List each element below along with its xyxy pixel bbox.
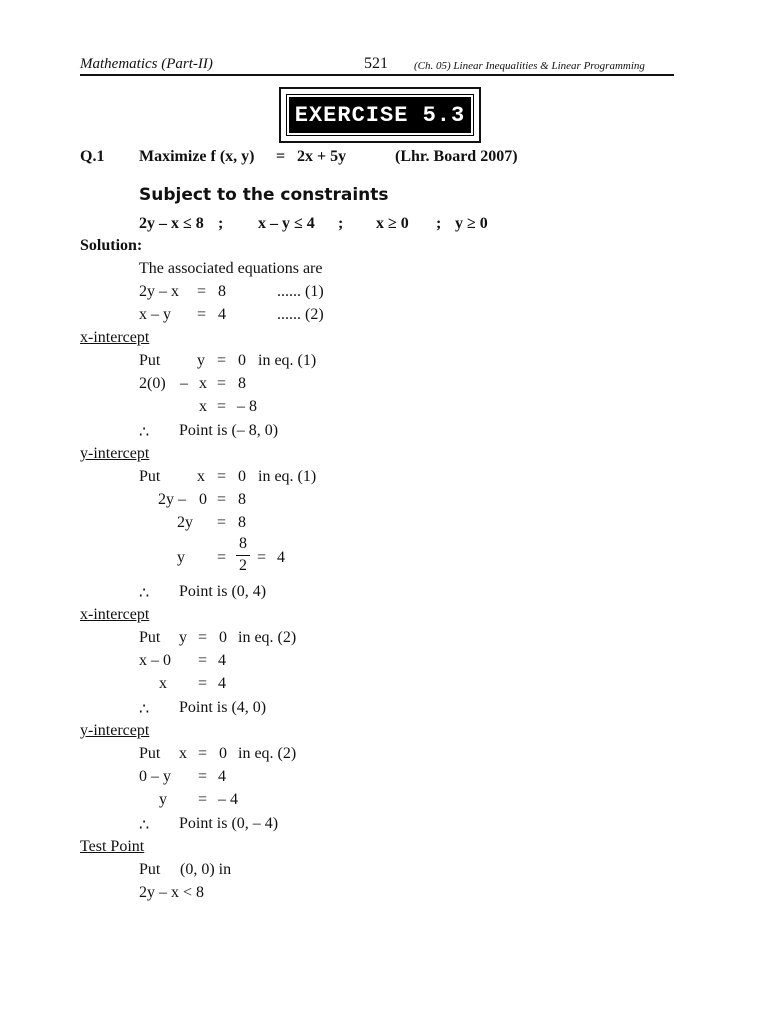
b1-l3-rhs: – 8 bbox=[237, 398, 257, 415]
b1-l3-eq: = bbox=[217, 398, 227, 415]
b2-eq: = bbox=[217, 468, 227, 485]
constraint-4: y ≥ 0 bbox=[455, 215, 488, 232]
b2-l2-eq: = bbox=[217, 491, 227, 508]
b4-therefore: ∴ bbox=[139, 817, 150, 834]
exercise-title: EXERCISE 5.3 bbox=[294, 102, 466, 128]
b4-l3-eq: = bbox=[198, 791, 208, 808]
b1-l2-eq: = bbox=[217, 375, 227, 392]
constraint-1: 2y – x ≤ 8 bbox=[139, 215, 204, 232]
exercise-title-inner bbox=[287, 95, 473, 135]
b3-l3-rhs: 4 bbox=[218, 675, 226, 692]
b4-l2-lhs: 0 – y bbox=[139, 768, 171, 785]
b2-l3-rhs: 8 bbox=[238, 514, 246, 531]
eq1-equals: = bbox=[197, 283, 207, 300]
b1-val: 0 bbox=[238, 352, 246, 369]
tp-put: Put bbox=[139, 861, 161, 878]
b2-l3-eq: = bbox=[217, 514, 227, 531]
constraint-2: x – y ≤ 4 bbox=[258, 215, 315, 232]
b4-l2-rhs: 4 bbox=[218, 768, 226, 785]
y-intercept-heading-2: y-intercept bbox=[80, 722, 150, 739]
b1-eq: = bbox=[217, 352, 227, 369]
b1-var: y bbox=[197, 352, 205, 369]
b2-l3-lhs: 2y bbox=[177, 514, 193, 531]
b2-l2-rhs: 8 bbox=[238, 491, 246, 508]
b2-l4-lhs: y bbox=[177, 549, 185, 566]
tp-inequality: 2y – x < 8 bbox=[139, 884, 205, 901]
b4-point: Point is (0, – 4) bbox=[179, 815, 279, 832]
question-number: Q.1 bbox=[80, 148, 105, 165]
b4-l2-eq: = bbox=[198, 768, 208, 785]
b3-point: Point is (4, 0) bbox=[179, 699, 267, 716]
b1-l2-minus: – bbox=[180, 375, 188, 392]
b3-l3-lhs: x bbox=[159, 675, 167, 692]
b3-l2-eq: = bbox=[198, 652, 208, 669]
b1-l2-lhs: 2(0) bbox=[139, 375, 166, 392]
b4-l3-rhs: – 4 bbox=[218, 791, 238, 808]
eq2-ref: ...... (2) bbox=[277, 306, 324, 323]
exercise-title-box bbox=[279, 87, 481, 143]
constraint-sep-2: ; bbox=[338, 215, 344, 232]
b1-ref: in eq. (1) bbox=[258, 352, 317, 369]
b3-var: y bbox=[179, 629, 187, 646]
objective-function: 2x + 5y bbox=[297, 148, 347, 165]
tp-point: (0, 0) in bbox=[180, 861, 232, 878]
b2-point: Point is (0, 4) bbox=[179, 583, 267, 600]
book-title: Mathematics (Part-II) bbox=[80, 56, 213, 72]
fraction-numerator: 8 bbox=[239, 535, 247, 552]
b2-ref: in eq. (1) bbox=[258, 468, 317, 485]
subject-heading: Subject to the constraints bbox=[139, 185, 389, 205]
b1-put: Put bbox=[139, 352, 161, 369]
b1-therefore: ∴ bbox=[139, 424, 150, 441]
constraint-sep-1: ; bbox=[218, 215, 224, 232]
eq2-equals: = bbox=[197, 306, 207, 323]
b3-val: 0 bbox=[219, 629, 227, 646]
b2-l4-rhs: 4 bbox=[277, 549, 285, 566]
b4-l3-lhs: y bbox=[159, 791, 167, 808]
b1-l3-var: x bbox=[199, 398, 207, 415]
b1-l2-rhs: 8 bbox=[238, 375, 246, 392]
b2-val: 0 bbox=[238, 468, 246, 485]
eq2-lhs: x – y bbox=[139, 306, 171, 323]
constraint-sep-3: ; bbox=[436, 215, 442, 232]
eq1-ref: ...... (1) bbox=[277, 283, 324, 300]
eq1-rhs: 8 bbox=[218, 283, 226, 300]
b4-var: x bbox=[179, 745, 187, 762]
b2-l2-zero: 0 bbox=[199, 491, 207, 508]
b3-therefore: ∴ bbox=[139, 701, 150, 718]
b4-put: Put bbox=[139, 745, 161, 762]
question-equals: = bbox=[276, 148, 286, 165]
test-point-heading: Test Point bbox=[80, 838, 145, 855]
page-number: 521 bbox=[364, 55, 388, 72]
fraction-denominator: 2 bbox=[239, 557, 247, 574]
b2-l2-lhs: 2y – bbox=[158, 491, 186, 508]
b4-ref: in eq. (2) bbox=[238, 745, 297, 762]
constraint-3: x ≥ 0 bbox=[376, 215, 409, 232]
b3-put: Put bbox=[139, 629, 161, 646]
b2-var: x bbox=[197, 468, 205, 485]
b1-point: Point is (– 8, 0) bbox=[179, 422, 279, 439]
question-source: (Lhr. Board 2007) bbox=[395, 148, 518, 165]
question-statement: Maximize f (x, y) bbox=[139, 148, 255, 165]
fraction-bar bbox=[236, 555, 250, 556]
x-intercept-heading-1: x-intercept bbox=[80, 329, 150, 346]
eq2-rhs: 4 bbox=[218, 306, 226, 323]
b4-eq: = bbox=[198, 745, 208, 762]
associated-equations-text: The associated equations are bbox=[139, 260, 323, 277]
b2-l4-eq: = bbox=[217, 549, 227, 566]
b2-l4-eq2: = bbox=[257, 549, 267, 566]
b3-l3-eq: = bbox=[198, 675, 208, 692]
b2-therefore: ∴ bbox=[139, 585, 150, 602]
b3-ref: in eq. (2) bbox=[238, 629, 297, 646]
x-intercept-heading-2: x-intercept bbox=[80, 606, 150, 623]
eq1-lhs: 2y – x bbox=[139, 283, 179, 300]
b3-l2-rhs: 4 bbox=[218, 652, 226, 669]
b1-l2-var: x bbox=[199, 375, 207, 392]
b3-l2-lhs: x – 0 bbox=[139, 652, 171, 669]
b4-val: 0 bbox=[219, 745, 227, 762]
solution-label: Solution: bbox=[80, 237, 143, 254]
y-intercept-heading-1: y-intercept bbox=[80, 445, 150, 462]
b3-eq: = bbox=[198, 629, 208, 646]
header-rule bbox=[80, 74, 674, 76]
b2-put: Put bbox=[139, 468, 161, 485]
chapter-title: (Ch. 05) Linear Inequalities & Linear Programming bbox=[414, 60, 645, 72]
